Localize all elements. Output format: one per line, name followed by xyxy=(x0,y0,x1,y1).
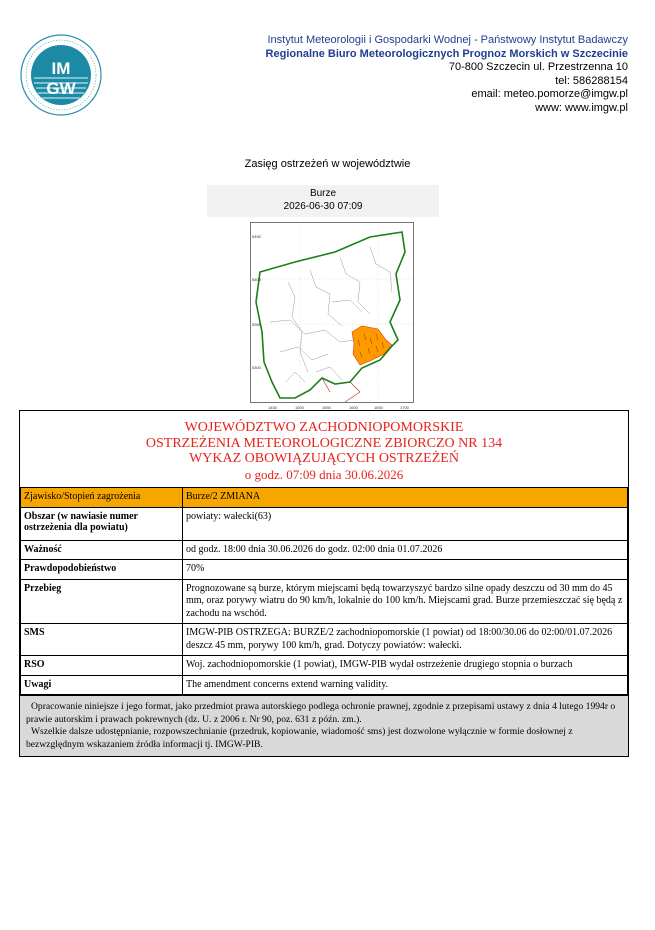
row-value: powiaty: wałecki(63) xyxy=(183,507,628,540)
row-key: Zjawisko/Stopień zagrożenia xyxy=(21,488,183,508)
table-row xyxy=(21,624,628,656)
office-phone: tel: 586288154 xyxy=(555,74,628,87)
row-value: Prognozowane są burze, którym miejscami będą towarzyszyć bardzo silne opady deszczu od 30 mm do 45 mm, oraz porywy wiatru do 90 km/h, lokalnie do 100 km/h. Miejscami grad. Burze przemieszczać się będą z zachodu na wschód. xyxy=(183,579,628,624)
row-key: Obszar (w nawiasie numer ostrzeżenia dla powiatu) xyxy=(21,507,183,540)
map-caption xyxy=(207,185,439,217)
row-key: Prawdopodobieństwo xyxy=(21,560,183,580)
row-key: Przebieg xyxy=(21,579,183,624)
row-value: 70% xyxy=(183,560,628,580)
row-key: Uwagi xyxy=(21,675,183,695)
svg-text:IM: IM xyxy=(51,59,71,78)
bulletin-list-title: WYKAZ OBOWIĄZUJĄCYCH OSTRZEŻEŃ xyxy=(189,451,459,466)
map-y-tick: 5350 xyxy=(252,322,261,327)
table-row xyxy=(21,560,628,580)
row-key: RSO xyxy=(21,656,183,676)
institute-name: Instytut Meteorologii i Gospodarki Wodnej - Państwowy Instytut Badawczy xyxy=(267,34,628,46)
redistribution-text: Wszelkie dalsze udostępnianie, rozpowszechnianie (przedruk, kopiowanie, wiadomość sms) jest dozwolone wyłącznie w formie dosłownej z bezwzględnym wskazaniem źródła informacji tj. IMGW-PIB. xyxy=(26,726,573,750)
map-y-tick: 5400 xyxy=(252,277,261,282)
table-row xyxy=(21,540,628,560)
warning-map xyxy=(250,222,415,412)
office-www: www: www.imgw.pl xyxy=(535,101,628,114)
office-address: 70-800 Szczecin ul. Przestrzenna 10 xyxy=(448,61,628,74)
office-header xyxy=(266,34,628,116)
bulletin-title xyxy=(20,411,628,487)
map-section-title: Zasięg ostrzeżeń w województwie xyxy=(244,158,411,170)
table-row xyxy=(21,488,628,508)
table-row xyxy=(21,507,628,540)
map-x-tick: 1450 xyxy=(268,405,277,410)
table-row xyxy=(21,656,628,676)
imgw-logo xyxy=(20,34,102,116)
table-row xyxy=(21,579,628,624)
map-y-tick: 5300 xyxy=(252,365,261,370)
bulletin-region: WOJEWÓDZTWO ZACHODNIOPOMORSKIE xyxy=(184,420,464,435)
warning-bulletin xyxy=(19,410,629,757)
map-x-tick: 1600 xyxy=(349,405,358,410)
map-x-tick: 1500 xyxy=(295,405,304,410)
copyright-text: Opracowanie niniejsze i jego format, jako przedmiot prawa autorskiego podlega ochronie prawnej, zgodnie z przepisami ustawy z dnia 4 lutego 1994r o prawie autorskim i prawach pokrewnych (dz. U. z 2006 r. Nr 90, poz. 631 z późn. zm.). xyxy=(26,701,616,725)
map-timestamp: 2026-06-30 07:09 xyxy=(283,201,363,212)
row-value: Burze/2 ZMIANA xyxy=(183,488,628,508)
table-row xyxy=(21,675,628,695)
row-key: SMS xyxy=(21,624,183,656)
row-value: IMGW-PIB OSTRZEGA: BURZE/2 zachodniopomorskie (1 powiat) od 18:00/30.06 do 02:00/01.07.2026 deszcz 45 mm, porywy 100 km/h, grad. Dotyczy powiatów: wałecki. xyxy=(183,624,628,656)
office-name: Regionalne Biuro Meteorologicznych Prognoz Morskich w Szczecinie xyxy=(265,47,628,60)
bulletin-number: OSTRZEŻENIA METEOROLOGICZNE ZBIORCZO NR 134 xyxy=(145,435,503,451)
map-x-tick: 1650 xyxy=(374,405,383,410)
row-value: Woj. zachodniopomorskie (1 powiat), IMGW-PIB wydał ostrzeżenie drugiego stopnia o burzach xyxy=(183,656,628,676)
map-y-tick: 5450 xyxy=(252,234,261,239)
map-x-tick: 1700 xyxy=(400,405,409,410)
office-email: email: meteo.pomorze@imgw.pl xyxy=(471,88,628,101)
copyright-notice xyxy=(20,695,628,756)
row-value: od godz. 18:00 dnia 30.06.2026 do godz. 02:00 dnia 01.07.2026 xyxy=(183,540,628,560)
row-key: Ważność xyxy=(21,540,183,560)
map-x-tick: 1550 xyxy=(322,405,331,410)
row-value: The amendment concerns extend warning validity. xyxy=(183,675,628,695)
svg-text:GW: GW xyxy=(46,79,76,98)
map-phenomenon: Burze xyxy=(309,188,337,199)
warning-table xyxy=(20,487,628,695)
bulletin-timestamp: o godz. 07:09 dnia 30.06.2026 xyxy=(244,466,404,482)
